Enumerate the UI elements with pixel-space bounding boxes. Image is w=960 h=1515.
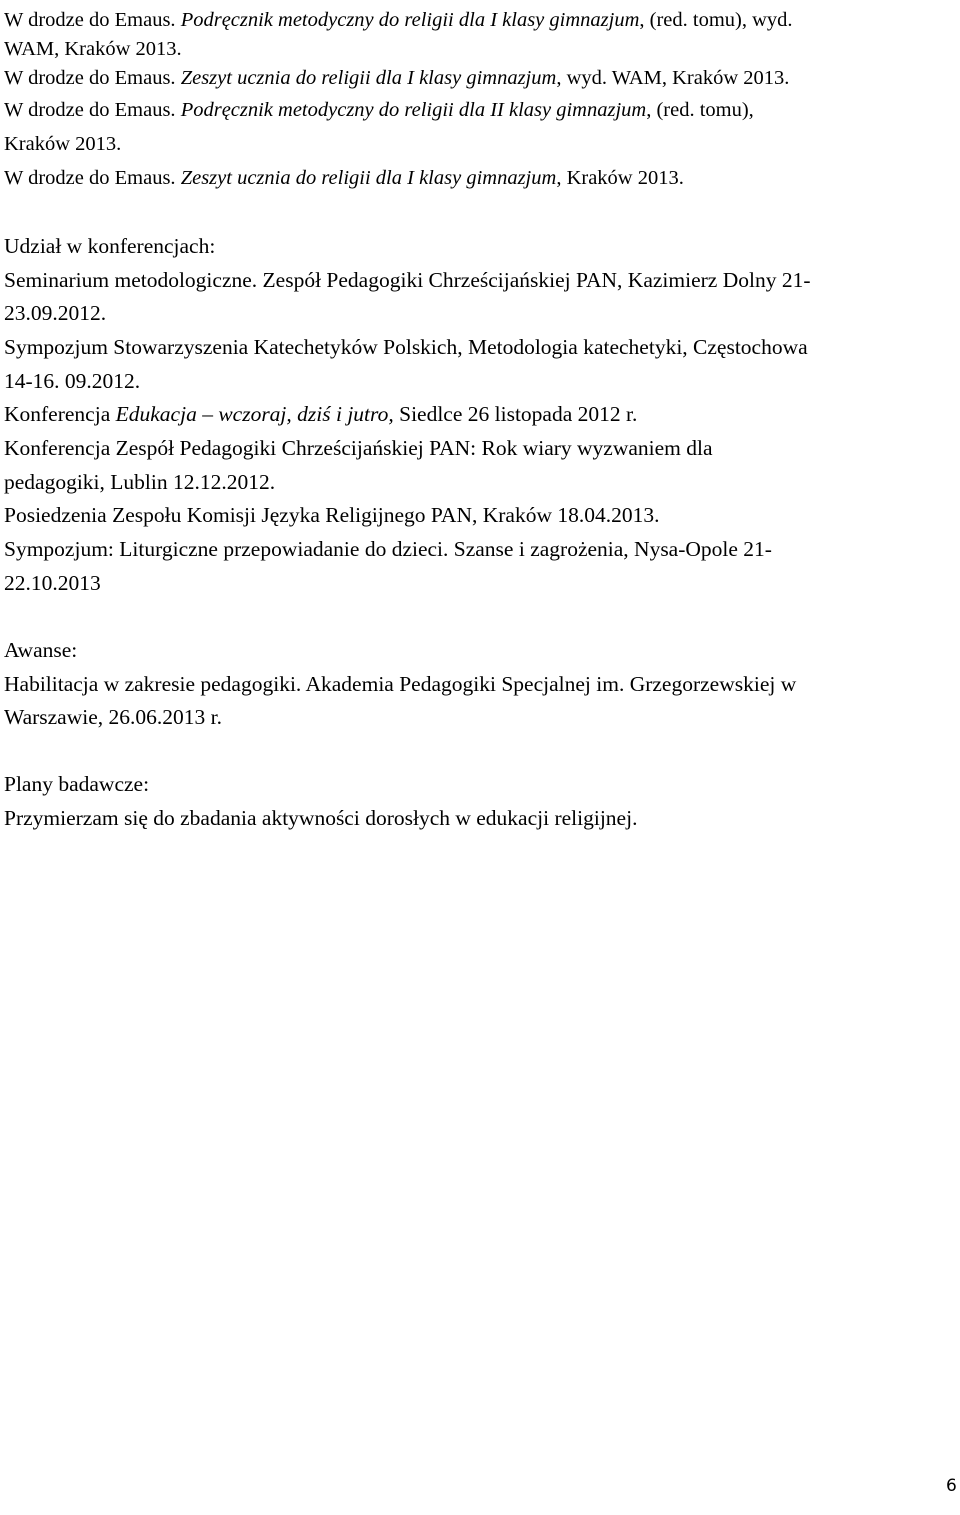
publication-3-line-1: W drodze do Emaus. Podręcznik metodyczny do religii dla II klasy gimnazjum, (red. tomu), [4,99,754,121]
publication-4: W drodze do Emaus. Zeszyt ucznia do religii dla I klasy gimnazjum, Kraków 2013. [4,167,684,189]
conference-4-line-1: Konferencja Zespół Pedagogiki Chrześcijańskiej PAN: Rok wiary wyzwaniem dla [4,436,713,460]
publication-1-line-1: W drodze do Emaus. Podręcznik metodyczny do religii dla I klasy gimnazjum, (red. tomu), wyd. [4,9,793,31]
conference-4-line-2: pedagogiki, Lublin 12.12.2012. [4,470,276,494]
conference-3: Konferencja Edukacja – wczoraj, dziś i jutro, Siedlce 26 listopada 2012 r. [4,402,638,426]
conference-5: Posiedzenia Zespołu Komisji Języka Religijnego PAN, Kraków 18.04.2013. [4,503,660,527]
research-text: Przymierzam się do zbadania aktywności dorosłych w edukacji religijnej. [4,806,638,830]
promotions-line-1: Habilitacja w zakresie pedagogiki. Akademia Pedagogiki Specjalnej im. Grzegorzewskiej w [4,672,797,696]
conference-2-line-2: 14-16. 09.2012. [4,369,141,393]
conferences-heading: Udział w konferencjach: [4,234,216,258]
research-heading: Plany badawcze: [4,772,150,796]
conference-1-line-1: Seminarium metodologiczne. Zespół Pedagogiki Chrześcijańskiej PAN, Kazimierz Dolny 21- [4,268,811,292]
page-number: 6 [946,1476,957,1496]
conference-6-line-1: Sympozjum: Liturgiczne przepowiadanie do dzieci. Szanse i zagrożenia, Nysa-Opole 21- [4,537,772,561]
promotions-line-2: Warszawie, 26.06.2013 r. [4,705,222,729]
publication-2: W drodze do Emaus. Zeszyt ucznia do religii dla I klasy gimnazjum, wyd. WAM, Kraków 2013. [4,67,790,89]
publication-3-line-2: Kraków 2013. [4,133,122,155]
conference-6-line-2: 22.10.2013 [4,571,101,595]
conference-1-line-2: 23.09.2012. [4,301,107,325]
publication-1-line-2: WAM, Kraków 2013. [4,38,182,60]
promotions-heading: Awanse: [4,638,78,662]
conference-2-line-1: Sympozjum Stowarzyszenia Katechetyków Polskich, Metodologia katechetyki, Częstochowa [4,335,808,359]
